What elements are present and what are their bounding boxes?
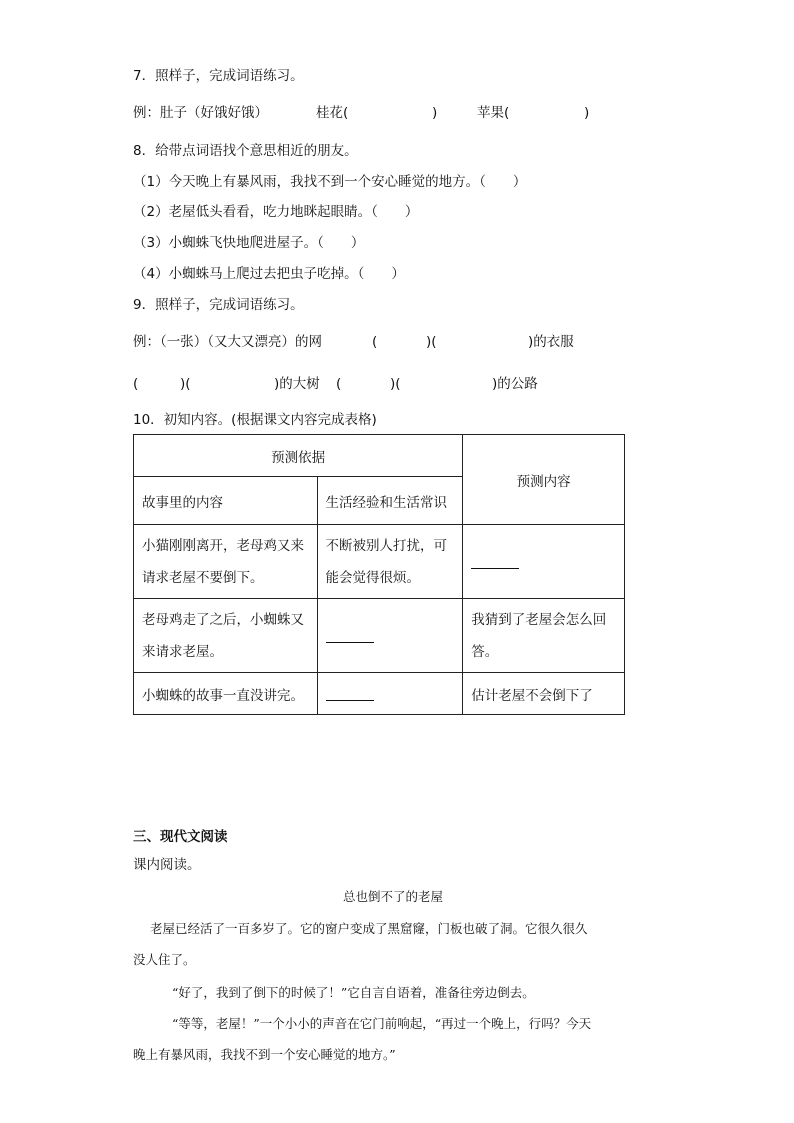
q8-item-2: （2）老屋低头看看，吃力地眯起眼睛。（ ）: [133, 204, 419, 220]
row1-story-line1: 小猫刚刚离开，老母鸡又来: [142, 537, 304, 554]
q9-paren: )(: [180, 376, 191, 392]
subheader-story: 故事里的内容: [134, 477, 318, 525]
q9-title: 9．照样子，完成词语练习。: [133, 297, 304, 313]
q7-item-apple: 苹果(: [477, 105, 510, 121]
row1-content[interactable]: [463, 525, 625, 599]
q9-paren: (: [372, 334, 378, 350]
passage-para-2: “好了，我到了倒下的时候了！”它自言自语着，准备往旁边倒去。: [172, 985, 535, 1000]
passage-title: 总也倒不了的老屋: [343, 889, 444, 904]
row2-story-line1: 老母鸡走了之后，小蜘蛛又: [142, 611, 304, 628]
q9-paren: (: [336, 376, 342, 392]
q8-item-4: （4）小蜘蛛马上爬过去把虫子吃掉。（ ）: [133, 266, 405, 282]
q8-title: 8．给带点词语找个意思相近的朋友。: [133, 143, 358, 159]
passage-para-1b: 没人住了。: [133, 952, 196, 967]
prediction-table: [133, 434, 625, 715]
q7-example: 例：肚子（好饿好饿）: [133, 105, 268, 121]
passage-para-3: “等等，老屋！”一个小小的声音在它门前响起，“再过一个晚上，行吗？今天: [172, 1016, 592, 1031]
row1-story: [134, 525, 318, 599]
row1-life-line2: 能会觉得很烦。: [325, 569, 421, 586]
q9-paren: )(: [426, 334, 437, 350]
row2-content-line2: 答。: [471, 643, 499, 660]
row3-story: [134, 673, 318, 715]
passage-para-1: 老屋已经活了一百多岁了。它的窗户变成了黑窟窿，门板也破了洞。它很久很久: [150, 921, 588, 936]
answer-blank[interactable]: [471, 554, 519, 569]
q9-paren: )(: [390, 376, 401, 392]
q8-item-3: （3）小蜘蛛飞快地爬进屋子。（ ）: [133, 235, 365, 251]
q9-clothes: )的衣服: [528, 334, 574, 350]
header-content: 预测内容: [463, 435, 625, 525]
row3-life[interactable]: [317, 673, 463, 715]
row2-life[interactable]: [317, 599, 463, 673]
row1-life: [317, 525, 463, 599]
q7-title: 7．照样子，完成词语练习。: [133, 68, 304, 84]
q10-title: 10．初知内容。(根据课文内容完成表格): [133, 412, 377, 428]
answer-blank[interactable]: [326, 686, 374, 701]
q7-item-osmanthus-close: ): [432, 105, 438, 121]
row2-content-line1: 我猜到了老屋会怎么回: [471, 611, 607, 628]
row2-content: [463, 599, 625, 673]
q9-paren: (: [133, 376, 139, 392]
row2-story-line2: 来请求老屋。: [142, 643, 223, 660]
subheader-life: 生活经验和生活常识: [317, 477, 463, 525]
section-sub: 课内阅读。: [133, 857, 201, 873]
q9-example: 例：（一张）（又大又漂亮）的网: [133, 334, 322, 350]
row3-content: [463, 673, 625, 715]
q7-item-osmanthus: 桂花(: [316, 105, 349, 121]
q9-tree: )的大树: [274, 376, 320, 392]
section-heading: 三、现代文阅读: [133, 829, 228, 845]
row3-content-line1: 估计老屋不会倒下了: [471, 687, 593, 704]
answer-blank[interactable]: [326, 628, 374, 643]
row1-story-line2: 请求老屋不要倒下。: [142, 569, 264, 586]
row1-life-line1: 不断被别人打扰，可: [325, 537, 448, 554]
header-basis: 预测依据: [134, 435, 463, 477]
q9-road: )的公路: [492, 376, 538, 392]
passage-para-3b: 晚上有暴风雨，我找不到一个安心睡觉的地方。”: [133, 1047, 396, 1062]
q7-item-apple-close: ): [584, 105, 590, 121]
row2-story: [134, 599, 318, 673]
row3-story-line1: 小蜘蛛的故事一直没讲完。: [142, 687, 304, 704]
q8-item-1: （1）今天晚上有暴风雨，我找不到一个安心睡觉的地方。（ ）: [133, 174, 527, 190]
